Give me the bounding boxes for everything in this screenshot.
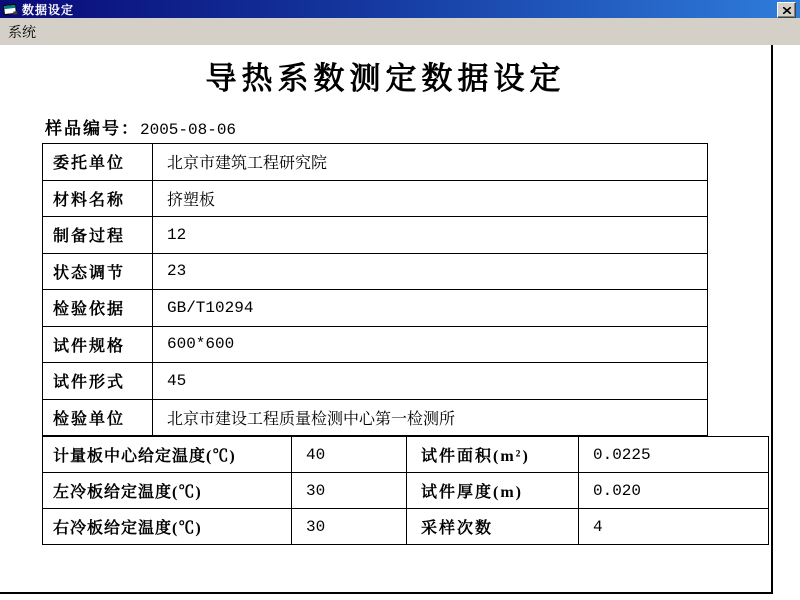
param-label: 试件面积(m²) [407,437,579,473]
frame-right-border [771,45,773,594]
row-value: 23 [153,253,708,290]
row-value: 12 [153,217,708,254]
param-value: 4 [579,509,769,545]
param-label: 采样次数 [407,509,579,545]
close-icon [783,7,791,14]
row-label: 试件形式 [43,363,153,400]
row-value: 600*600 [153,326,708,363]
param-value: 30 [292,473,407,509]
row-value: 45 [153,363,708,400]
close-button[interactable] [777,2,796,18]
sample-number-value: 2005-08-06 [140,121,237,139]
row-label: 制备过程 [43,217,153,254]
table-row [43,290,708,327]
param-label: 试件厚度(m) [407,473,579,509]
window-titlebar[interactable] [0,0,800,18]
table-row [43,363,708,400]
info-table [42,143,708,436]
sample-number-label: 样品编号： [45,119,140,138]
window-title: 数据设定 [22,2,75,17]
page-title: 导热系数测定数据设定 [205,61,566,96]
content-area [0,45,800,600]
table-row [43,509,769,545]
param-label: 右冷板给定温度(℃) [43,509,292,545]
table-row [43,253,708,290]
row-label: 检验依据 [43,290,153,327]
param-value: 30 [292,509,407,545]
row-label: 状态调节 [43,253,153,290]
row-value: 北京市建设工程质量检测中心第一检测所 [153,399,708,436]
menu-bar [0,18,800,45]
row-label: 试件规格 [43,326,153,363]
table-row [43,437,769,473]
table-row [43,473,769,509]
form-icon [3,3,18,16]
frame-bottom-border [0,592,773,594]
row-value: 北京市建筑工程研究院 [153,144,708,181]
row-label: 委托单位 [43,144,153,181]
param-label: 计量板中心给定温度(℃) [43,437,292,473]
param-label: 左冷板给定温度(℃) [43,473,292,509]
row-label: 材料名称 [43,180,153,217]
param-table [42,436,769,545]
param-value: 40 [292,437,407,473]
row-value: 挤塑板 [153,180,708,217]
row-value: GB/T10294 [153,290,708,327]
param-value: 0.0225 [579,437,769,473]
menu-item-system[interactable]: 系统 [8,23,36,40]
table-row [43,399,708,436]
table-row [43,180,708,217]
row-label: 检验单位 [43,399,153,436]
table-row [43,217,708,254]
param-value: 0.020 [579,473,769,509]
sample-number-line [45,114,236,139]
table-row [43,326,708,363]
table-row [43,144,708,181]
